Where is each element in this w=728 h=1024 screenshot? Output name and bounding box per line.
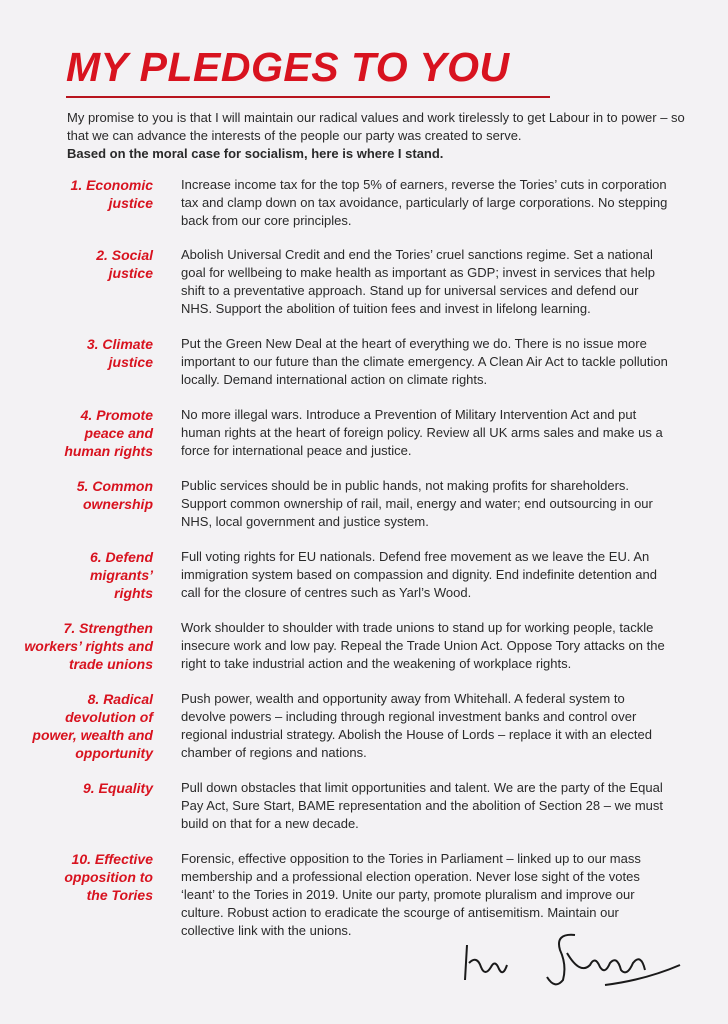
pledge-label: 6. Defend migrants’ rights <box>89 549 153 601</box>
pledge-label: 8. Radical devolution of power, wealth and opportunity <box>32 691 153 761</box>
page-title: MY PLEDGES TO YOU <box>66 44 510 90</box>
pledge-label: 3. Climate justice <box>86 336 153 370</box>
signature <box>455 925 685 1000</box>
pledge-text: Forensic, effective opposition to the Tories in Parliament – linked up to our mass membership and a professional election operation. Never lose sight of the votes ‘leant’ to the Tories in 2019. Unite our party, promote pluralism and improve our culture. Robust action to eradicate the scourge of antisemitism. Maintain our collective link with the unions. <box>181 851 641 938</box>
pledge-text: Pull down obstacles that limit opportunities and talent. We are the party of the Equal Pay Act, Sure Start, BAME representation and the abolition of Section 28 – we must build on that for a new decade. <box>181 780 663 831</box>
pledge-label: 10. Effective opposition to the Tories <box>64 851 153 903</box>
intro-bold: Based on the moral case for socialism, here is where I stand. <box>67 146 444 161</box>
pledge-text: Abolish Universal Credit and end the Tories’ cruel sanctions regime. Set a national goal for wellbeing to make health as important as GDP; invest in services that help shift to a preventative approach. Stand up for universal services and defend our NHS. Support the abolition of tuition fees and invest in lifelong learning. <box>181 247 656 316</box>
title-underline <box>66 96 550 98</box>
intro <box>67 109 687 163</box>
pledge-text: Public services should be in public hands, not making profits for shareholders. Support common ownership of rail, mail, energy and water; end outsourcing in our NHS, local government and justice system. <box>181 478 653 529</box>
pledge-text: Increase income tax for the top 5% of earners, reverse the Tories’ cuts in corporation tax and clamp down on tax avoidance, particularly of large corporations. No stepping back from our core principles. <box>181 177 668 228</box>
pledge-label: 9. Equality <box>82 780 153 796</box>
pledge-label: 2. Social justice <box>96 247 153 281</box>
pledge-text: Put the Green New Deal at the heart of everything we do. There is no issue more important to our future than the climate emergency. A Clean Air Act to tackle pollution locally. Demand international action on climate rights. <box>181 336 668 387</box>
pledge-label: 1. Economic justice <box>70 177 153 211</box>
pledge-text: Work shoulder to shoulder with trade unions to stand up for working people, tackle insecure work and low pay. Repeal the Trade Union Act. Oppose Tory attacks on the right to take industrial action and the weakening of workplace rights. <box>181 620 665 671</box>
pledge-text: Push power, wealth and opportunity away from Whitehall. A federal system to devolve powers – including through regional investment banks and control over regional industrial strategy. Abolish the House of Lords – replace it with an elected chamber of regions and nations. <box>181 691 652 760</box>
intro-text: My promise to you is that I will maintain our radical values and work tirelessly to get Labour in to power – so that we can advance the interests of the people our party was created to serve. <box>67 110 685 143</box>
pledge-text: No more illegal wars. Introduce a Prevention of Military Intervention Act and put human rights at the heart of foreign policy. Review all UK arms sales and make us a force for international peace and justice. <box>181 407 663 458</box>
pledge-text: Full voting rights for EU nationals. Defend free movement as we leave the EU. An immigration system based on compassion and dignity. End indefinite detention and call for the closure of centres such as Yarl’s Wood. <box>181 549 657 600</box>
pledge-label: 4. Promote peace and human rights <box>64 407 153 459</box>
pledge-label: 5. Common ownership <box>76 478 153 512</box>
pledge-label: 7. Strengthen workers’ rights and trade unions <box>24 620 153 672</box>
